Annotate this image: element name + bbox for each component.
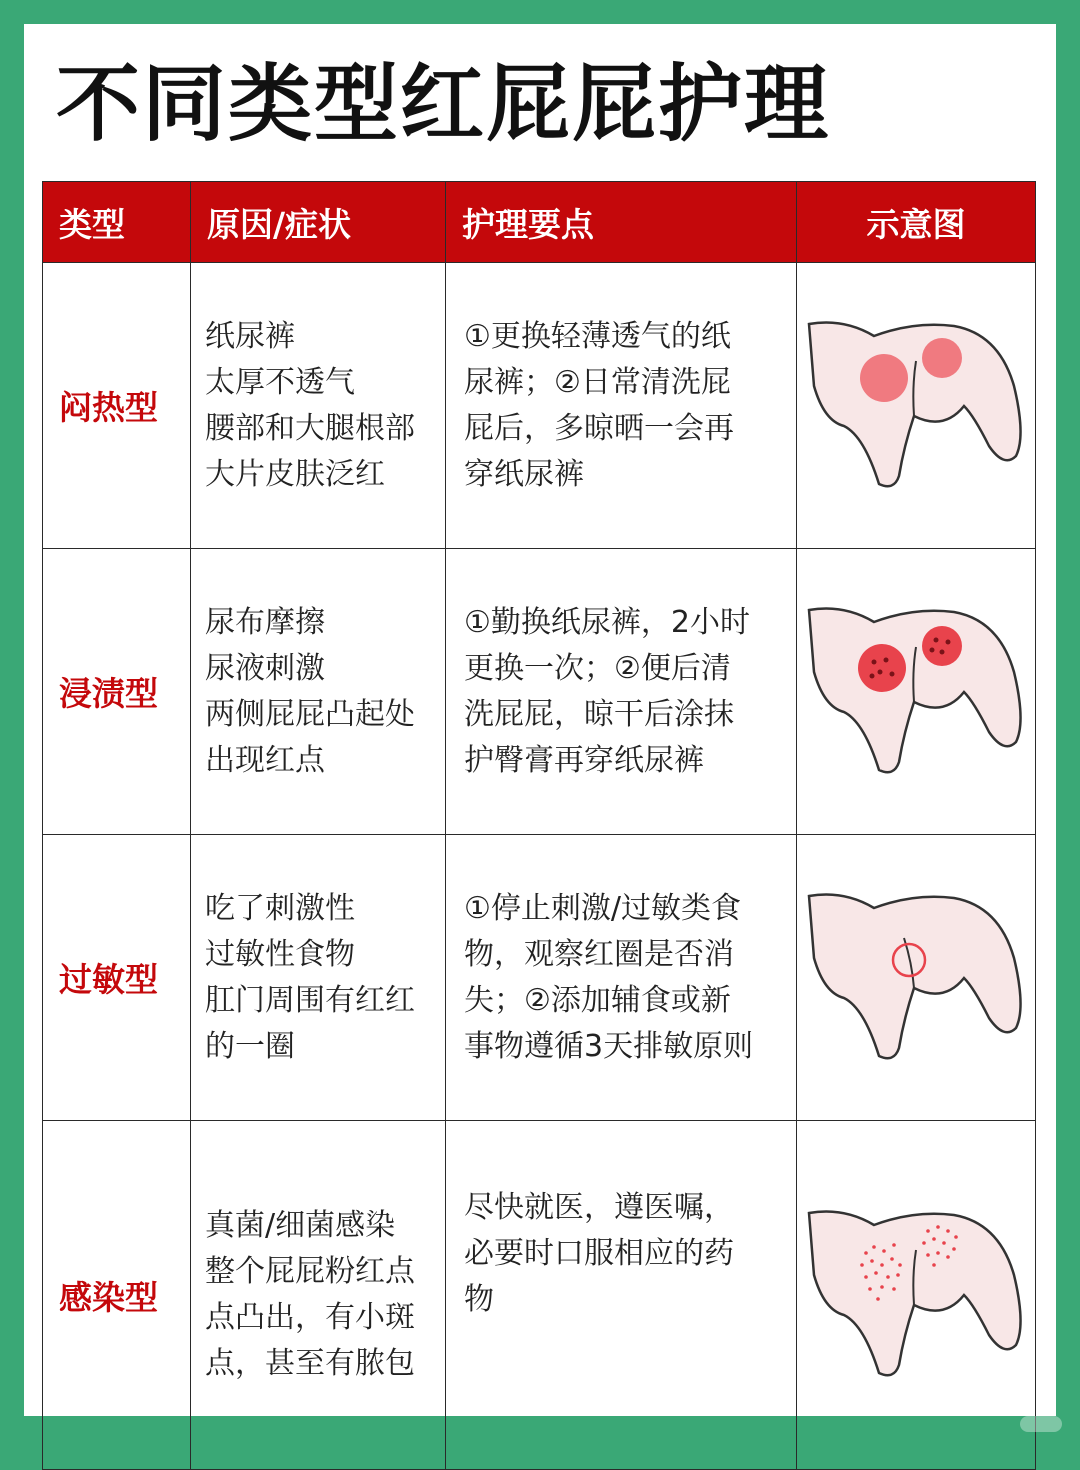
buttocks-allergy-ring-illustration [804,888,1029,1068]
buttocks-maceration-rash-illustration [804,602,1029,782]
row-cause: 吃了刺激性 过敏性食物 肛门周围有红红 的一圈 [191,835,446,1121]
watermark [1020,1416,1062,1432]
page-title: 不同类型红屁屁护理 [56,55,831,153]
header-cause: 原因/症状 [191,182,446,263]
header-illustration: 示意图 [797,182,1036,263]
table-row [43,1121,1036,1470]
row-care: ①停止刺激/过敏类食 物，观察红圈是否消 失；②添加辅食或新 事物遵循3天排敏原则 [446,835,797,1121]
row-care: ①更换轻薄透气的纸 尿裤；②日常清洗屁 屁后，多晾晒一会再 穿纸尿裤 [446,263,797,549]
row-illustration [797,835,1036,1121]
row-cause: 真菌/细菌感染 整个屁屁粉红点 点凸出，有小斑 点，甚至有脓包 [191,1121,446,1470]
row-cause: 尿布摩擦 尿液刺激 两侧屁屁凸起处 出现红点 [191,549,446,835]
row-type: 浸渍型 [43,549,191,835]
row-type: 过敏型 [43,835,191,1121]
row-care: 尽快就医，遵医嘱， 必要时口服相应的药 物 [446,1121,797,1470]
row-care: ①勤换纸尿裤，2小时 更换一次；②便后清 洗屁屁，晾干后涂抹 护臀膏再穿纸尿裤 [446,549,797,835]
header-care: 护理要点 [446,182,797,263]
row-type: 闷热型 [43,263,191,549]
row-type: 感染型 [43,1121,191,1470]
buttocks-heat-rash-illustration [804,316,1029,496]
care-table [42,181,1036,1470]
header-type: 类型 [43,182,191,263]
row-illustration [797,263,1036,549]
table-row [43,835,1036,1121]
table-row [43,549,1036,835]
row-illustration [797,1121,1036,1470]
row-cause: 纸尿裤 太厚不透气 腰部和大腿根部 大片皮肤泛红 [191,263,446,549]
table-row [43,263,1036,549]
content-card [24,24,1056,1416]
row-illustration [797,549,1036,835]
table-header-row [43,182,1036,263]
buttocks-infection-spots-illustration [804,1205,1029,1385]
